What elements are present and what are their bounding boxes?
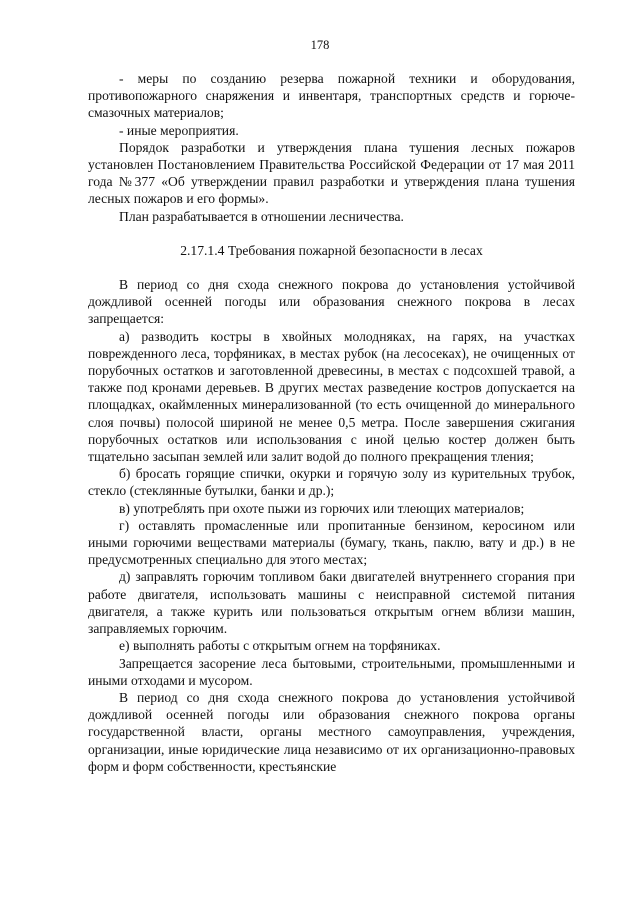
paragraph-other-measures: - иные мероприятия.	[119, 122, 239, 138]
paragraph-reserve-measures: - меры по созданию резерва пожарной техники и оборудования, противопожарного снаряжения и инвентаря, транспортных средств и горюче-смазочных материалов;	[88, 71, 575, 121]
paragraph-item-a: а) разводить костры в хвойных молодняках, на гарях, на участках поврежденного леса, торфяниках, в местах рубок (на лесосеках), не очищенных от порубочных остатков и заготовленной древесины, в местах с подсохшей травой, а также под кронами деревьев. В других местах разведение костров допускается на площадках, окаймленных минерализованной (то есть очищенной до минерального слоя почвы) полосой шириной не менее 0,5 метра. После завершения сжигания порубочных остатков или использования с иной целью костер должен быть тщательно засыпан землей или залит водой до полного прекращения тления;	[88, 328, 575, 465]
paragraph-plan-forestry: План разрабатывается в отношении лесничества.	[119, 208, 404, 224]
section-heading: 2.17.1.4 Требования пожарной безопасности в лесах	[180, 242, 483, 258]
paragraph-authorities: В период со дня схода снежного покрова до установления устойчивой дождливой осенней погоды или образования снежного покрова органы государственной власти, органы местного самоуправления, учреждения, организации, иные юридические лица независимо от их организационно-правовых форм и форм собственности, крестьянские	[88, 689, 575, 774]
paragraph-item-v: в) употреблять при охоте пыжи из горючих или тлеющих материалов;	[119, 500, 525, 516]
paragraph-littering: Запрещается засорение леса бытовыми, строительными, промышленными и иными отходами и мусором.	[88, 655, 575, 688]
page-content	[88, 70, 575, 775]
paragraph-prohibitions-intro: В период со дня схода снежного покрова до установления устойчивой дождливой осенней погоды или образования снежного покрова в лесах запрещается:	[88, 277, 575, 327]
paragraph-item-g: г) оставлять промасленные или пропитанные бензином, керосином или иными горючими веществами материалы (бумагу, ткань, паклю, вату и др.) в не предусмотренных специально для этого местах;	[88, 517, 575, 568]
paragraph-plan-procedure: Порядок разработки и утверждения плана тушения лесных пожаров установлен Постановлением Правительства Российской Федерации от 17 мая 2011 года №377 «Об утверждении правил разработки и утверждения плана тушения лесных пожаров и его формы».	[88, 139, 575, 207]
page-number: 178	[310, 38, 330, 52]
paragraph-item-b: б) бросать горящие спички, окурки и горячую золу из курительных трубок, стекло (стеклянные бутылки, банки и др.);	[88, 466, 575, 499]
paragraph-item-d: д) заправлять горючим топливом баки двигателей внутреннего сгорания при работе двигателя, использовать машины с неисправной системой питания двигателя, а также курить или пользоваться открытым огнем вблизи машин, заправляемых горючим.	[88, 569, 575, 637]
paragraph-item-e: е) выполнять работы с открытым огнем на торфяниках.	[119, 638, 441, 654]
